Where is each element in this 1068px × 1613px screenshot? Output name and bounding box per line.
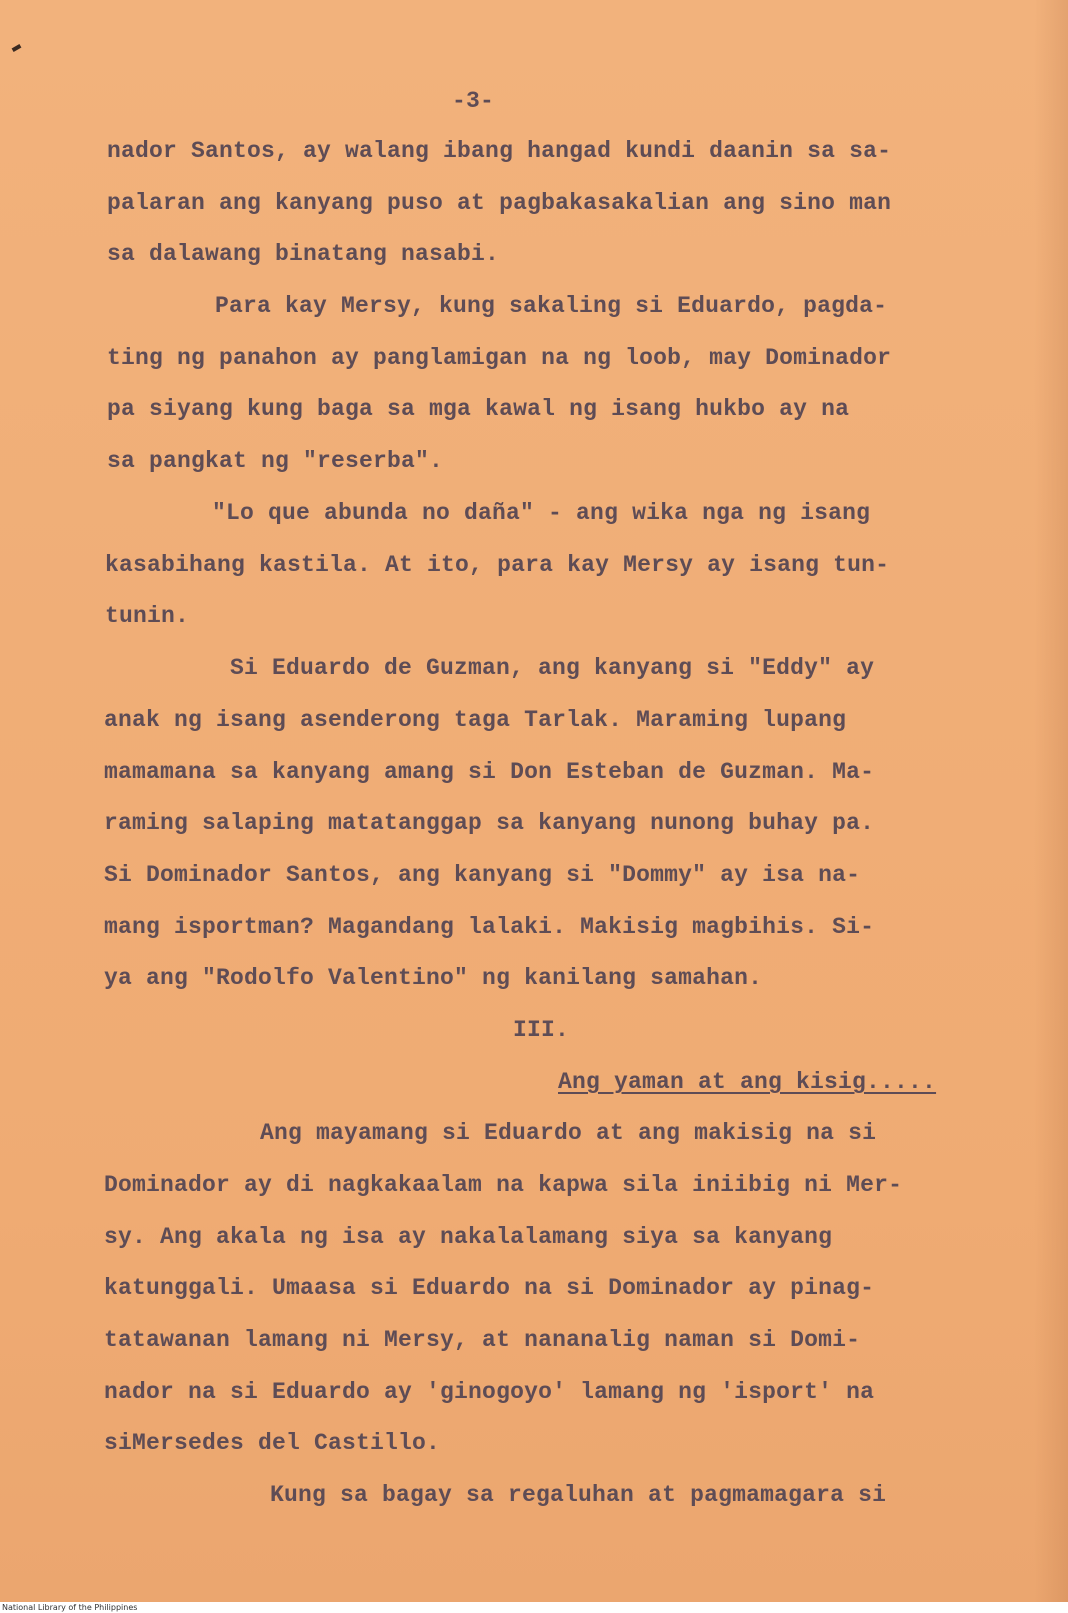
text-line: anak ng isang asenderong taga Tarlak. Maraming lupang [104,707,847,733]
section-subheading: Ang yaman at ang kisig..... [558,1069,937,1095]
page-edge-shadow [1034,0,1068,1602]
text-line: nador na si Eduardo ay 'ginogoyo' lamang ng 'isport' na [104,1379,875,1405]
text-line: sy. Ang akala ng isa ay nakalalamang siya sa kanyang [104,1224,833,1250]
footer-credit: National Library of the Philippines [2,1603,138,1612]
text-line: Si Eduardo de Guzman, ang kanyang si "Eddy" ay [230,655,875,681]
text-line: Dominador ay di nagkakaalam na kapwa sila iniibig ni Mer- [104,1172,903,1198]
text-line: pa siyang kung baga sa mga kawal ng isang hukbo ay na [107,396,850,422]
text-line: ting ng panahon ay panglamigan na ng loob, may Dominador [107,345,892,371]
text-line: "Lo que abunda no daña" - ang wika nga ng isang [212,500,871,526]
text-line: tatawanan lamang ni Mersy, at nananalig naman si Domi- [104,1327,861,1353]
section-heading: III. [513,1017,570,1043]
text-line: tunin. [105,603,190,629]
page-number: -3- [452,88,495,114]
text-line: mamamana sa kanyang amang si Don Esteban de Guzman. Ma- [104,759,875,785]
text-line: Para kay Mersy, kung sakaling si Eduardo, pagda- [215,293,888,319]
text-line: siMersedes del Castillo. [104,1430,441,1456]
text-line: Ang mayamang si Eduardo at ang makisig na si [260,1120,877,1146]
text-line: kasabihang kastila. At ito, para kay Mersy ay isang tun- [105,552,890,578]
text-line: Kung sa bagay sa regaluhan at pagmamagara si [270,1482,887,1508]
text-line: nador Santos, ay walang ibang hangad kundi daanin sa sa- [107,138,892,164]
text-line: Si Dominador Santos, ang kanyang si "Dommy" ay isa na- [104,862,861,888]
text-line: katunggali. Umaasa si Eduardo na si Dominador ay pinag- [104,1275,875,1301]
text-line: raming salaping matatanggap sa kanyang nunong buhay pa. [104,810,875,836]
text-line: mang isportman? Magandang lalaki. Makisig magbihis. Si- [104,914,875,940]
text-line: sa pangkat ng "reserba". [107,448,444,474]
text-line: palaran ang kanyang puso at pagbakasakalian ang sino man [107,190,892,216]
text-line: sa dalawang binatang nasabi. [107,241,500,267]
ink-mark [12,44,22,52]
text-line: ya ang "Rodolfo Valentino" ng kanilang samahan. [104,965,763,991]
